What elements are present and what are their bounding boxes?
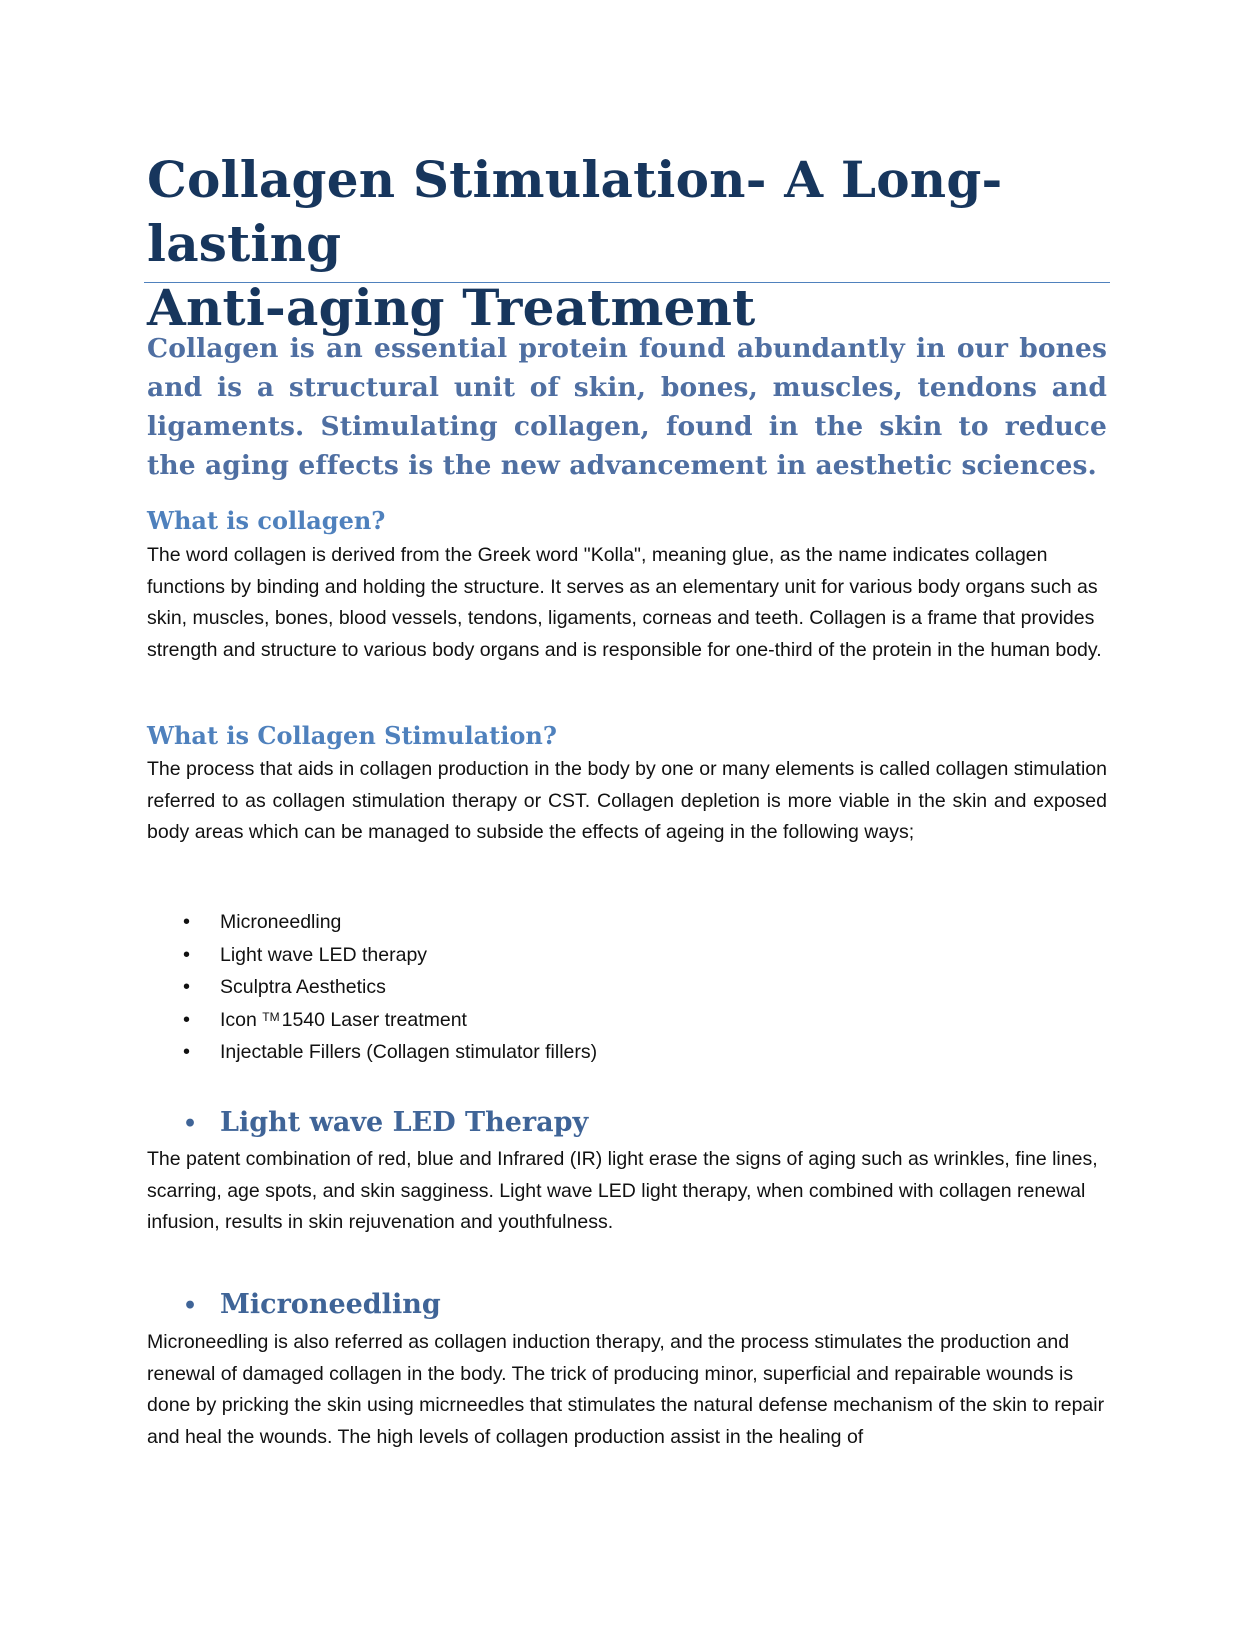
list-item (147, 939, 1047, 972)
paragraph-collagen-stimulation: The process that aids in collagen production in the body by one or many elements is called collagen stimulation referred to as collagen stimulation therapy or CST. Collagen depletion is more viable in the skin and exposed body areas which can be managed to subside the effects of ageing in the following ways; (147, 758, 1107, 843)
treatment-list (147, 906, 1047, 1069)
list-item (147, 906, 1047, 939)
bullet-icon: • (183, 943, 191, 966)
lead-paragraph: Collagen is an essential protein found abundantly in our bones and is a structural unit of skin, bones, muscles, tendons and ligaments. Stimulating collagen, found in the skin to reduce the aging effects is the new advancement in aesthetic sciences. (147, 333, 1107, 481)
list-item-label: Light wave LED therapy (220, 943, 428, 966)
bullet-icon: • (183, 976, 191, 998)
title-underline (144, 282, 1110, 283)
heading-what-is-collagen: What is collagen? (147, 506, 386, 535)
list-item-label: Injectable Fillers (Collagen stimulator fillers) (220, 1041, 598, 1063)
bullet-icon: • (183, 1293, 198, 1319)
title-block (147, 148, 1107, 346)
document-title (147, 148, 1107, 346)
bullet-icon: • (183, 1111, 198, 1137)
bullet-icon: • (183, 911, 191, 933)
list-item-label-rest: 1540 Laser treatment (281, 1008, 467, 1031)
paragraph-microneedling: Microneedling is also referred as collagen induction therapy, and the process stimulates the production and renewal of damaged collagen in the body. The trick of producing minor, superficial and repairable wounds is done by pricking the skin using micrneedles that stimulates the natural defense mechanism of the skin to repair and heal the wounds. The high levels of collagen production assist in the healing of (147, 1331, 1105, 1448)
heading-what-is-collagen-stimulation: What is Collagen Stimulation? (147, 721, 557, 750)
bullet-icon: • (183, 1041, 191, 1063)
paragraph-what-is-collagen: The word collagen is derived from the Greek word "Kolla", meaning glue, as the name indicates collagen functions by binding and holding the structure. It serves as an elementary unit for various body organs such as skin, muscles, bones, blood vessels, tendons, ligaments, corneas and teeth. Collagen is a frame that provides strength and structure to various body organs and is responsible for one-third of the protein in the human body. (147, 544, 1102, 661)
heading-microneedling (147, 1288, 1107, 1323)
list-item (147, 1036, 1047, 1069)
heading-label: Microneedling (220, 1289, 441, 1320)
heading-label: Light wave LED Therapy (220, 1107, 589, 1138)
paragraph-light-wave-led-therapy: The patent combination of red, blue and Infrared (IR) light erase the signs of aging such as wrinkles, fine lines, scarring, age spots, and skin sagginess. Light wave LED light therapy, when combined with collagen renewal infusion, results in skin rejuvenation and youthfulness. (147, 1148, 1098, 1233)
list-item-label: Sculptra Aesthetics (220, 976, 386, 998)
list-item-label: Microneedling (220, 911, 342, 933)
title-line-2: Anti-aging Treatment (147, 278, 756, 337)
trademark-superscript: TM (262, 1009, 280, 1024)
list-item-label: Icon (220, 1008, 257, 1031)
list-item (147, 1004, 1047, 1037)
bullet-icon: • (183, 1008, 191, 1031)
heading-light-wave-led-therapy (147, 1106, 1107, 1141)
title-line-1: Collagen Stimulation- A Long-lasting (147, 150, 1003, 273)
list-item (147, 971, 1047, 1004)
